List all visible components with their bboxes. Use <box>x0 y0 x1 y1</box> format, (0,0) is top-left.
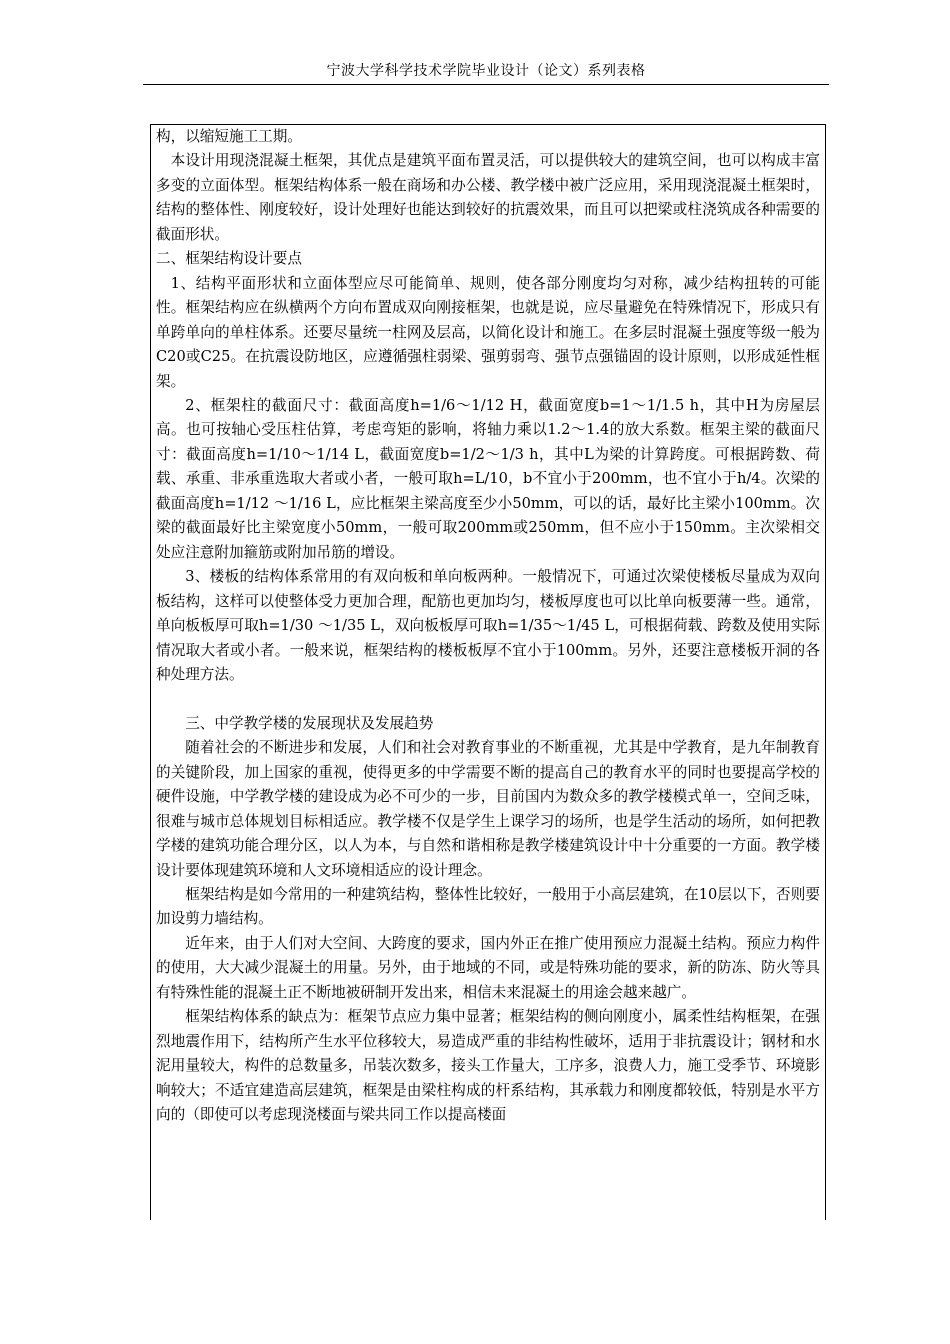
blank-line <box>156 687 820 711</box>
paragraph-point-2: 2、框架柱的截面尺寸：截面高度h=1/6～1/12 H，截面宽度b=1～1/1.5 h，其中H为房屋层高。也可按轴心受压柱估算，考虑弯矩的影响，将轴力乘以1.2～1.4的放大系数。框架主梁的截面尺寸：截面高度h=1/10～1/14 L，截面宽度b=1/2～1/3 h，其中L为梁的计算跨度。可根据跨数、荷载、承重、非承重选取大者或小者，一般可取h=L/10，b不宜小于200mm，也不宜小于h/4。次梁的截面高度h=1/12 ～1/16 L，应比框架主梁高度至少小50mm，可以的话，最好比主梁小100mm。次梁的截面最好比主梁宽度小50mm，一般可取200mm或250mm，但不应小于150mm。主次梁相交处应注意附加箍筋或附加吊筋的增设。 <box>156 396 820 561</box>
paragraph-point-1: 1、结构平面形状和立面体型应尽可能简单、规则，使各部分刚度均匀对称，减少结构扭转的可能性。框架结构应在纵横两个方向布置成双向刚接框架，也就是说，应尽量避免在特殊情况下，形成只有单跨单向的单柱体系。还要尽量统一柱网及层高，以简化设计和施工。在多层时混凝土强度等级一般为C20或C25。在抗震设防地区，应遵循强柱弱梁、强剪弱弯、强节点强锚固的设计原则，以形成延性框架。 <box>156 274 820 390</box>
paragraph-frame-common: 框架结构是如今常用的一种建筑结构，整体性比较好，一般用于小高层建筑，在10层以下，否则要加设剪力墙结构。 <box>156 886 820 928</box>
paragraph-design-intro: 本设计用现浇混凝土框架，其优点是建筑平面布置灵活，可以提供较大的建筑空间，也可以构成丰富多变的立面体型。框架结构体系一般在商场和办公楼、教学楼中被广泛应用，采用现浇混凝土框架时，结构的整体性、刚度较好，设计处理好也能达到较好的抗震效果，而且可以把梁或柱浇筑成各种需要的截面形状。 <box>156 152 820 243</box>
section-heading-frame-design: 二、框架结构设计要点 <box>156 250 302 268</box>
section-heading-development: 三、中学教学楼的发展现状及发展趋势 <box>185 714 434 732</box>
content-frame <box>150 124 826 1220</box>
page-header <box>143 58 829 85</box>
header-title: 宁波大学科学技术学院毕业设计（论文）系列表格 <box>326 63 646 79</box>
paragraph-prestressed: 近年来，由于人们对大空间、大跨度的要求，国内外正在推广使用预应力混凝土结构。预应力构件的使用，大大减少混凝土的用量。另外，由于地域的不同，或是特殊功能的要求，新的防冻、防火等具有特殊性能的混凝土正不断地被研制开发出来，相信未来混凝土的用途会越来越广。 <box>156 934 820 1001</box>
paragraph-development-status: 随着社会的不断进步和发展，人们和社会对教育事业的不断重视，尤其是中学教育，是九年制教育的关键阶段，加上国家的重视，使得更多的中学需要不断的提高自己的教育水平的同时也要提高学校的硬件设施，中学教学楼的建设成为必不可少的一步，目前国内为数众多的教学楼模式单一，空间乏味，很难与城市总体规划目标相适应。教学楼不仅是学生上课学习的场所，也是学生活动的场所，如何把教学楼的建筑功能合理分区，以人为本，与自然和谐相称是教学楼建筑设计中十分重要的一方面。教学楼设计要体现建筑环境和人文环境相适应的设计理念。 <box>156 739 820 879</box>
paragraph-frame-drawbacks: 框架结构体系的缺点为：框架节点应力集中显著；框架结构的侧向刚度小，属柔性结构框架，在强烈地震作用下，结构所产生水平位移较大，易造成严重的非结构性破坏，适用于非抗震设计；钢材和水泥用量较大，构件的总数量多，吊装次数多，接头工作量大，工序多，浪费人力，施工受季节、环境影响较大；不适宜建造高层建筑，框架是由梁柱构成的杆系结构，其承载力和刚度都较低，特别是水平方向的（即使可以考虑现浇楼面与梁共同工作以提高楼面 <box>156 1008 820 1124</box>
paragraph-point-3: 3、楼板的结构体系常用的有双向板和单向板两种。一般情况下，可通过次梁使楼板尽量成为双向板结构，这样可以使整体受力更加合理，配筋也更加均匀，楼板厚度也可以比单向板要薄一些。通常，单向板板厚可取h=1/30 ～1/35 L，双向板板厚可取h=1/35～1/45 L，可根据荷载、跨数及使用实际情况取大者或小者。一般来说，框架结构的楼板板厚不宜小于100mm。另外，还要注意楼板开洞的各种处理方法。 <box>156 568 820 683</box>
paragraph-continuation: 构，以缩短施工工期。 <box>156 128 302 145</box>
